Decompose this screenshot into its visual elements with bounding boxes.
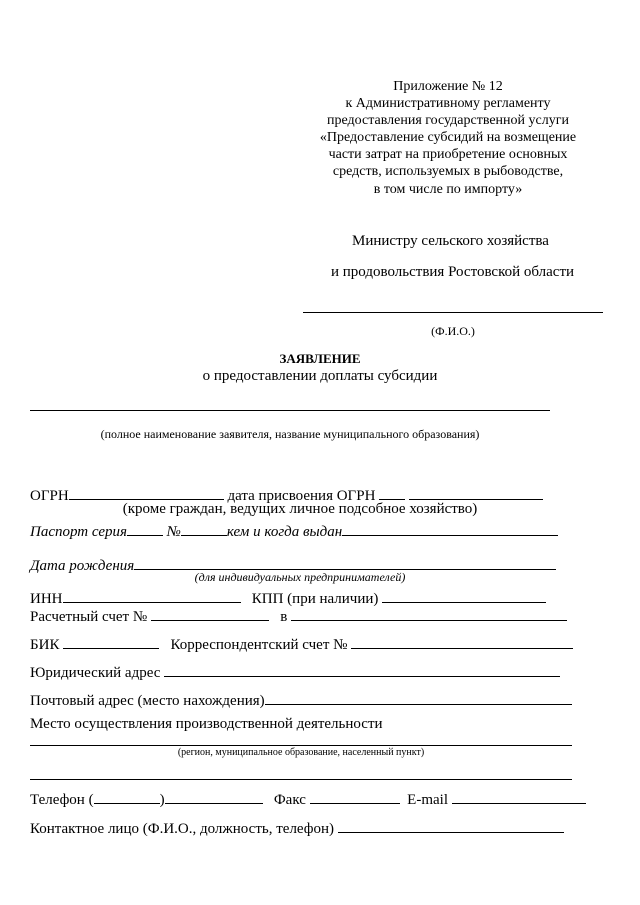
phone-bracket: ) (159, 792, 165, 808)
legal-address-label: Юридический адрес (30, 665, 161, 681)
legal-address-field[interactable] (164, 661, 560, 677)
ogrn-date-day-field[interactable] (379, 484, 405, 500)
contact-person-label: Контактное лицо (Ф.И.О., должность, телефон) (30, 821, 335, 837)
postal-address-label: Почтовый адрес (место нахождения) (30, 693, 265, 709)
phone-field[interactable] (165, 788, 263, 804)
account-field[interactable] (151, 605, 269, 621)
appendix-line-3: предоставления государственной услуги (327, 113, 569, 128)
inn-label: ИНН (30, 591, 63, 607)
corr-account-field[interactable] (351, 633, 573, 649)
kpp-label: КПП (при наличии) (251, 591, 379, 607)
birth-date-label: Дата рождения (30, 558, 135, 574)
account-row (30, 605, 567, 625)
inn-field[interactable] (63, 587, 241, 603)
applicant-name-field[interactable] (30, 410, 550, 411)
bik-label: БИК (30, 637, 60, 653)
ogrn-note: (кроме граждан, ведущих личное подсобное хозяйство) (122, 501, 478, 517)
ogrn-field[interactable] (69, 484, 224, 500)
birth-note: (для индивидуальных предпринимателей) (194, 570, 406, 584)
contacts-row (30, 788, 586, 808)
passport-number-field[interactable] (181, 520, 227, 536)
appendix-line-6: средств, используемых в рыбоводстве, (332, 164, 564, 179)
activity-place-field-2[interactable] (30, 779, 572, 780)
addressee-line-1: Министру сельского хозяйства (352, 233, 549, 249)
document-title: ЗАЯВЛЕНИЕ (279, 351, 361, 366)
activity-place-field[interactable] (30, 745, 572, 746)
email-field[interactable] (452, 788, 586, 804)
fio-field-line[interactable] (303, 312, 603, 313)
document-subtitle: о предоставлении доплаты субсидии (202, 368, 438, 384)
passport-series-field[interactable] (127, 520, 163, 536)
activity-place-label: Место осуществления производственной деятельности (30, 716, 383, 732)
passport-row (30, 520, 558, 540)
bank-in-label: в (280, 609, 288, 625)
applicant-caption: (полное наименование заявителя, название муниципального образования) (100, 427, 480, 441)
account-label: Расчетный счет № (30, 609, 148, 625)
email-label: E-mail (407, 792, 448, 808)
ogrn-date-field[interactable] (409, 484, 543, 500)
corr-account-label: Корреспондентский счет № (170, 637, 348, 653)
kpp-field[interactable] (382, 587, 546, 603)
legal-address-row (30, 661, 560, 681)
appendix-line-5: части затрат на приобретение основных (328, 147, 568, 162)
ogrn-label: ОГРН (30, 488, 69, 504)
passport-issued-field[interactable] (342, 520, 558, 536)
passport-series-label: Паспорт серия (30, 524, 127, 540)
bank-name-field[interactable] (291, 605, 567, 621)
activity-place-caption: (регион, муниципальное образование, населенный пункт) (177, 747, 425, 758)
contact-person-row (30, 817, 564, 837)
appendix-line-4: «Предоставление субсидий на возмещение (319, 130, 577, 145)
addressee-line-2: и продовольствия Ростовской области (331, 264, 575, 280)
ogrn-date-label: дата присвоения ОГРН (227, 488, 376, 504)
postal-address-row (30, 689, 572, 709)
fio-caption: (Ф.И.О.) (431, 324, 475, 338)
appendix-line-7: в том числе по импорту» (373, 182, 523, 197)
birth-date-field[interactable] (134, 554, 556, 570)
bik-field[interactable] (63, 633, 159, 649)
phone-label: Телефон ( (30, 792, 94, 808)
fax-field[interactable] (310, 788, 400, 804)
postal-address-field[interactable] (265, 689, 572, 705)
passport-issued-label: кем и когда выдан (226, 524, 343, 540)
phone-code-field[interactable] (94, 788, 160, 804)
appendix-line-2: к Административному регламенту (345, 96, 551, 111)
fax-label: Факс (273, 792, 306, 808)
inn-kpp-row (30, 587, 546, 607)
bik-row (30, 633, 573, 653)
appendix-line-1: Приложение № 12 (393, 79, 503, 94)
contact-person-field[interactable] (338, 817, 564, 833)
passport-number-label: № (166, 524, 181, 540)
